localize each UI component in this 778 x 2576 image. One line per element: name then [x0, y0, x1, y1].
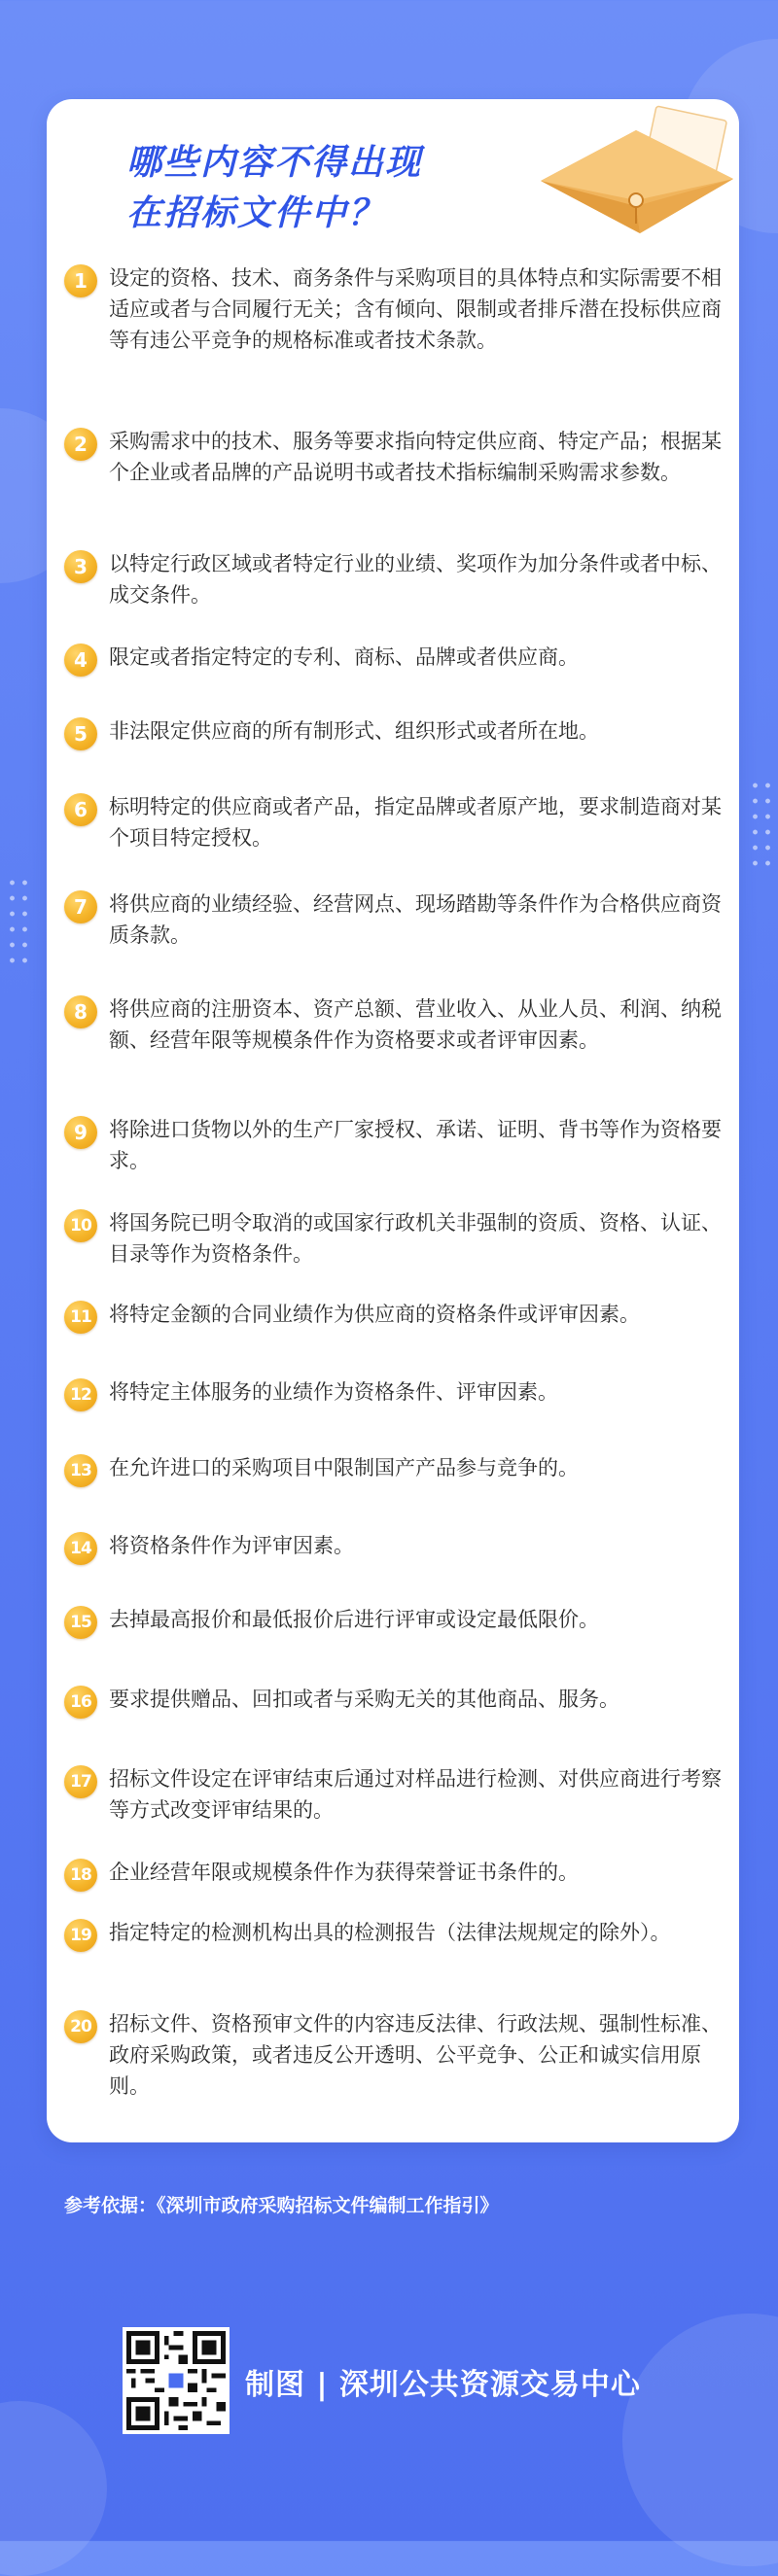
item-number-badge: 2 — [64, 428, 97, 461]
item-text: 去掉最高报价和最低报价后进行评审或设定最低限价。 — [109, 1608, 599, 1631]
item-number-badge: 4 — [64, 644, 97, 677]
item-text: 设定的资格、技术、商务条件与采购项目的具体特点和实际需要不相适应或者与合同履行无关；含有倾向、限制或者排斥潜在投标供应商等有违公平竞争的规格标准或者技术条款。 — [109, 266, 722, 352]
title-line-2: 在招标文件中？ — [126, 193, 386, 233]
page-title — [126, 138, 422, 239]
item-text: 要求提供赠品、回扣或者与采购无关的其他商品、服务。 — [109, 1688, 619, 1711]
bg-dots-left — [6, 875, 31, 972]
bg-circle-bottom-right — [622, 2314, 778, 2566]
item-number-badge: 9 — [64, 1116, 97, 1149]
bg-circle-bottom-left — [0, 2401, 107, 2576]
qr-code — [123, 2327, 230, 2434]
item-number-badge: 20 — [64, 2010, 97, 2043]
bg-dots-right — [749, 778, 774, 875]
item-text: 将特定金额的合同业绩作为供应商的资格条件或评审因素。 — [109, 1303, 640, 1326]
item-number-badge: 16 — [64, 1686, 97, 1719]
item-number-badge: 8 — [64, 995, 97, 1028]
item-number-badge: 1 — [64, 264, 97, 297]
item-text: 将特定主体服务的业绩作为资格条件、评审因素。 — [109, 1380, 558, 1404]
content-card — [47, 99, 739, 2142]
item-text: 限定或者指定特定的专利、商标、品牌或者供应商。 — [109, 645, 579, 669]
item-text: 标明特定的供应商或者产品，指定品牌或者原产地，要求制造商对某个项目特定授权。 — [109, 795, 722, 850]
item-text: 在允许进口的采购项目中限制国产产品参与竞争的。 — [109, 1456, 579, 1479]
item-number-badge: 15 — [64, 1606, 97, 1639]
item-number-badge: 10 — [64, 1209, 97, 1242]
item-text: 以特定行政区域或者特定行业的业绩、奖项作为加分条件或者中标、成交条件。 — [109, 552, 722, 607]
credit-text: 制图 | 深圳公共资源交易中心 — [245, 2368, 641, 2402]
item-number-badge: 3 — [64, 550, 97, 583]
item-text: 指定特定的检测机构出具的检测报告（法律法规规定的除外）。 — [109, 1921, 671, 1944]
title-line-1: 哪些内容不得出现 — [126, 143, 423, 183]
item-text: 企业经营年限或规模条件作为获得荣誉证书条件的。 — [109, 1861, 579, 1884]
item-text: 招标文件、资格预审文件的内容违反法律、行政法规、强制性标准、政府采购政策，或者违反公开透明、公平竞争、公正和诚实信用原则。 — [109, 2012, 722, 2098]
envelope-icon — [535, 105, 739, 241]
item-number-badge: 6 — [64, 793, 97, 826]
item-number-badge: 19 — [64, 1919, 97, 1952]
item-number-badge: 13 — [64, 1454, 97, 1487]
item-text: 将除进口货物以外的生产厂家授权、承诺、证明、背书等作为资格要求。 — [109, 1118, 722, 1172]
item-number-badge: 5 — [64, 717, 97, 750]
item-text: 将资格条件作为评审因素。 — [109, 1534, 354, 1557]
item-text: 将国务院已明令取消的或国家行政机关非强制的资质、资格、认证、目录等作为资格条件。 — [109, 1211, 722, 1266]
item-text: 非法限定供应商的所有制形式、组织形式或者所在地。 — [109, 719, 599, 743]
item-number-badge: 7 — [64, 890, 97, 923]
item-number-badge: 14 — [64, 1532, 97, 1565]
item-number-badge: 18 — [64, 1859, 97, 1892]
item-text: 采购需求中的技术、服务等要求指向特定供应商、特定产品；根据某个企业或者品牌的产品说明书或者技术指标编制采购需求参数。 — [109, 430, 722, 484]
item-text: 招标文件设定在评审结束后通过对样品进行检测、对供应商进行考察等方式改变评审结果的。 — [109, 1767, 722, 1822]
item-text: 将供应商的注册资本、资产总额、营业收入、从业人员、利润、纳税额、经营年限等规模条件作为资格要求或者评审因素。 — [109, 997, 722, 1052]
item-number-badge: 17 — [64, 1765, 97, 1798]
reference-footnote: 参考依据：《深圳市政府采购招标文件编制工作指引》 — [64, 2195, 499, 2216]
item-number-badge: 12 — [64, 1378, 97, 1411]
item-text: 将供应商的业绩经验、经营网点、现场踏勘等条件作为合格供应商资质条款。 — [109, 892, 722, 947]
item-number-badge: 11 — [64, 1301, 97, 1334]
